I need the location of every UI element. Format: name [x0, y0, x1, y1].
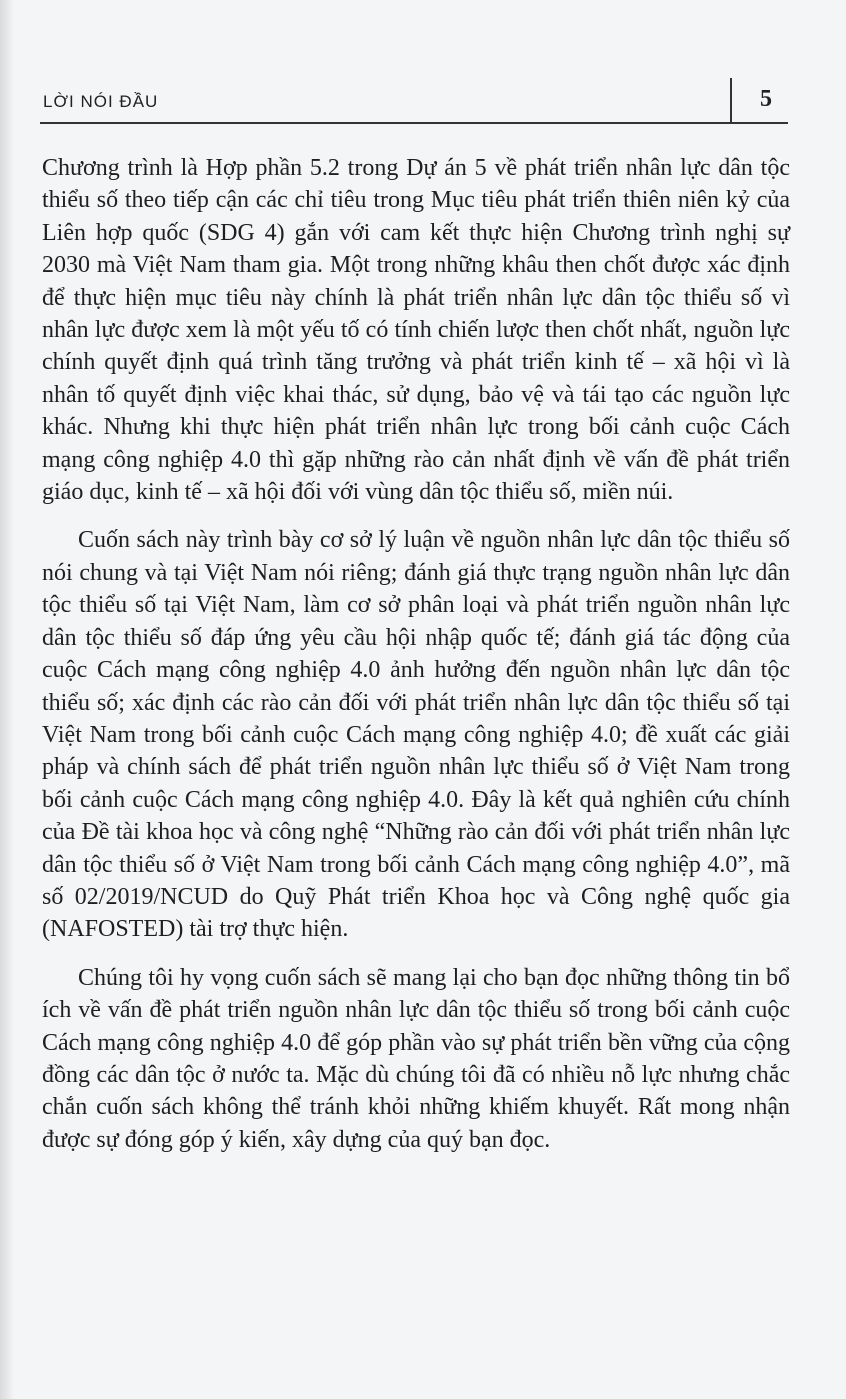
body-text	[42, 152, 790, 1156]
page-number: 5	[760, 86, 772, 112]
page-edge-shadow	[0, 0, 14, 1399]
running-header	[40, 78, 788, 124]
paragraph-3: Chúng tôi hy vọng cuốn sách sẽ mang lại cho bạn đọc những thông tin bổ ích về vấn đề phát triển nguồn nhân lực dân tộc thiểu số trong bối cảnh cuộc Cách mạng công nghiệp 4.0 để góp phần vào sự phát triển bền vững của cộng đồng các dân tộc ở nước ta. Mặc dù chúng tôi đã có nhiều nỗ lực nhưng chắc chắn cuốn sách không thể tránh khỏi những khiếm khuyết. Rất mong nhận được sự đóng góp ý kiến, xây dựng của quý bạn đọc.	[42, 964, 790, 1153]
header-separator	[730, 78, 732, 122]
header-rule	[40, 122, 788, 124]
paragraph-2: Cuốn sách này trình bày cơ sở lý luận về nguồn nhân lực dân tộc thiểu số nói chung và tại Việt Nam nói riêng; đánh giá thực trạng nguồn nhân lực dân tộc thiểu số tại Việt Nam, làm cơ sở phân loại và phát triển nguồn nhân lực dân tộc thiểu số đáp ứng yêu cầu hội nhập quốc tế; đánh giá tác động của cuộc Cách mạng công nghiệp 4.0 ảnh hưởng đến nguồn nhân lực dân tộc thiểu số; xác định các rào cản đối với phát triển nhân lực dân tộc thiểu số tại Việt Nam trong bối cảnh cuộc Cách mạng công nghiệp 4.0; đề xuất các giải pháp và chính sách để phát triển nguồn nhân lực thiểu số ở Việt Nam trong bối cảnh cuộc Cách mạng công nghiệp 4.0. Đây là kết quả nghiên cứu chính của Đề tài khoa học và công nghệ “Những rào cản đối với phát triển nhân lực dân tộc thiểu số ở Việt Nam trong bối cảnh Cách mạng công nghiệp 4.0”, mã số 02/2019/NCUD do Quỹ Phát triển Khoa học và Công nghệ quốc gia (NAFOSTED) tài trợ thực hiện.	[42, 527, 790, 943]
paragraph-1: Chương trình là Hợp phần 5.2 trong Dự án 5 về phát triển nhân lực dân tộc thiểu số theo tiếp cận các chỉ tiêu trong Mục tiêu phát triển thiên niên kỷ của Liên hợp quốc (SDG 4) gắn với cam kết thực hiện Chương trình nghị sự 2030 mà Việt Nam tham gia. Một trong những khâu then chốt được xác định để thực hiện mục tiêu này chính là phát triển nhân lực dân tộc thiểu số vì nhân lực được xem là một yếu tố có tính chiến lược then chốt nhất, nguồn lực chính quyết định quá trình tăng trưởng và phát triển kinh tế – xã hội vì là nhân tố quyết định việc khai thác, sử dụng, bảo vệ và tái tạo các nguồn lực khác. Nhưng khi thực hiện phát triển nhân lực trong bối cảnh cuộc Cách mạng công nghiệp 4.0 thì gặp những rào cản nhất định về vấn đề phát triển giáo dục, kinh tế – xã hội đối với vùng dân tộc thiểu số, miền núi.	[42, 155, 790, 506]
running-header-title: LỜI NÓI ĐẦU	[43, 92, 159, 111]
